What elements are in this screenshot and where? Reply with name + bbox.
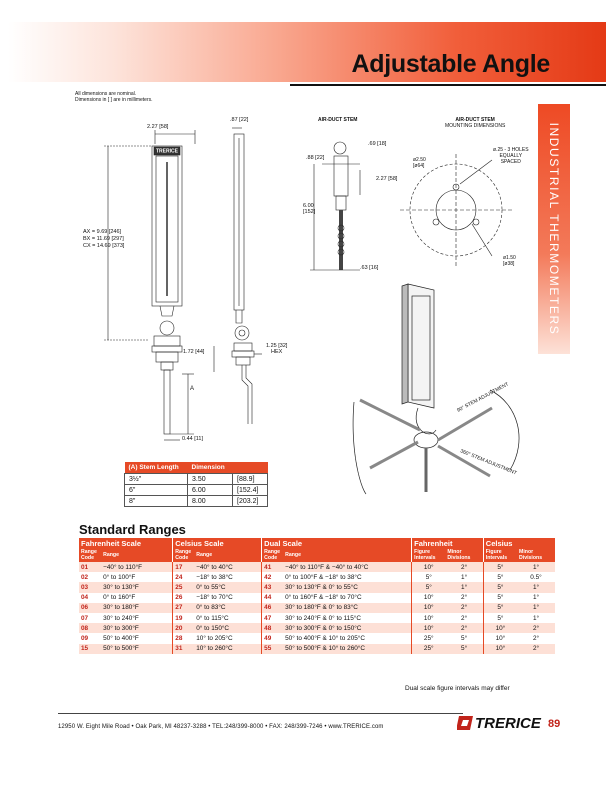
fahrenheit-code: 02	[79, 572, 101, 582]
fahrenheit-range: 30° to 130°F	[101, 582, 173, 592]
stem-dim-in: 8.00	[188, 496, 233, 507]
table-row	[125, 474, 268, 485]
table-row	[125, 496, 268, 507]
dim-cx: CX = 14.69 [373]	[83, 243, 125, 249]
celsius-code: 31	[173, 644, 194, 654]
c-minor-division: 2°	[517, 644, 555, 654]
col-range: Range	[194, 549, 261, 562]
stem-diameter-dim: 0.44 [11]	[182, 436, 203, 442]
d150-mm: [ø38]	[503, 261, 515, 267]
f-minor-division: 2°	[445, 613, 483, 623]
c-figure-interval: 10°	[483, 633, 517, 643]
dual-code: 43	[262, 582, 283, 592]
stem-a-label: A	[190, 386, 195, 392]
stem-length: 6"	[125, 485, 188, 496]
c-figure-interval: 5°	[483, 593, 517, 603]
fahrenheit-range: 30° to 300°F	[101, 623, 173, 633]
fahrenheit-range: 50° to 500°F	[101, 644, 173, 654]
title-divider	[290, 84, 606, 86]
mounting-title-2: MOUNTING DIMENSIONS	[445, 123, 506, 129]
table-row	[79, 603, 555, 613]
dual-range: 50° to 400°F & 10° to 205°C	[283, 633, 412, 643]
fahrenheit-range: 50° to 400°F	[101, 633, 173, 643]
f-minor-division: 2°	[445, 593, 483, 603]
dual-range: 0° to 160°F & −18° to 70°C	[283, 593, 412, 603]
celsius-range: −18° to 70°C	[194, 593, 261, 603]
side-hex-dim	[266, 343, 287, 355]
celsius-code: 26	[173, 593, 194, 603]
c-figure-interval: 5°	[483, 603, 517, 613]
f-figure-interval: 10°	[412, 593, 446, 603]
dim-ax: AX = 9.69 [246]	[83, 229, 122, 235]
celsius-code: 20	[173, 623, 194, 633]
air-duct-d2: .88 [22]	[306, 155, 325, 161]
note-line-2: Dimensions in [ ] are in millimeters.	[75, 97, 153, 103]
stem-dim-in: 6.00	[188, 485, 233, 496]
dual-code: 48	[262, 623, 283, 633]
celsius-range: −40° to 40°C	[194, 562, 261, 572]
d150-in: ø1.50	[503, 255, 516, 261]
fahrenheit-range: 0° to 100°F	[101, 572, 173, 582]
dual-range: 30° to 240°F & 0° to 115°C	[283, 613, 412, 623]
dual-code: 46	[262, 603, 283, 613]
col-minor-divisions: Minor Divisions	[517, 549, 555, 562]
table-row	[79, 633, 555, 643]
air-duct-d3: 2.27 [58]	[376, 176, 398, 182]
air-duct-d5: .63 [16]	[360, 265, 379, 271]
stem-adjustment-90: 90° STEM ADJUSTMENT	[456, 381, 510, 414]
celsius-code: 24	[173, 572, 194, 582]
f-figure-interval: 10°	[412, 613, 446, 623]
fahrenheit-code: 15	[79, 644, 101, 654]
dual-range: −40° to 110°F & −40° to 40°C	[283, 562, 412, 572]
fahrenheit-range: 30° to 180°F	[101, 603, 173, 613]
table-row	[125, 485, 268, 496]
dual-code: 42	[262, 572, 283, 582]
holes-line-2: EQUALLY	[499, 153, 523, 159]
col-range: Range	[101, 549, 173, 562]
f-figure-interval: 25°	[412, 633, 446, 643]
air-duct-d4-in: 6.00	[303, 203, 314, 209]
mounting-d150	[503, 255, 516, 267]
c-figure-interval: 10°	[483, 623, 517, 633]
stem-adjustment-360: 360° STEM ADJUSTMENT	[459, 448, 518, 477]
stem-length: 3½"	[125, 474, 188, 485]
mounting-title-1: AIR-DUCT STEM	[455, 117, 495, 123]
f-minor-division: 5°	[445, 644, 483, 654]
c-figure-interval: 5°	[483, 572, 517, 582]
footer-address: 12950 W. Eight Mile Road • Oak Park, MI 48237-3288 • TEL:248/399-8000 • FAX: 248/399-7246 • www.TRERICE.com	[58, 724, 384, 730]
stem-dim-in: 3.50	[188, 474, 233, 485]
fahrenheit-code: 04	[79, 593, 101, 603]
standard-ranges-table	[79, 538, 555, 654]
c-figure-interval: 5°	[483, 613, 517, 623]
celsius-range: 10° to 260°C	[194, 644, 261, 654]
table-row	[79, 623, 555, 633]
d250-in: ø2.50	[413, 157, 426, 163]
mounting-holes-note	[493, 147, 529, 165]
celsius-range: 10° to 205°C	[194, 633, 261, 643]
side-top-dim: .87 [22]	[230, 117, 249, 123]
air-duct-d1: .69 [18]	[368, 141, 387, 147]
dimension-notes	[75, 91, 153, 103]
f-minor-division: 2°	[445, 623, 483, 633]
dual-range: 30° to 180°F & 0° to 83°C	[283, 603, 412, 613]
f-figure-interval: 10°	[412, 562, 446, 572]
stem-table-header-dimension: Dimension	[188, 462, 268, 474]
mounting-d250	[413, 157, 426, 169]
side-tab-label: INDUSTRIAL THERMOMETERS	[547, 122, 561, 336]
f-minor-division: 2°	[445, 562, 483, 572]
dual-code: 47	[262, 613, 283, 623]
celsius-range: −18° to 38°C	[194, 572, 261, 582]
side-neck-dim: 1.72 [44]	[183, 349, 205, 355]
celsius-code: 19	[173, 613, 194, 623]
col-range-code: Range Code	[173, 549, 194, 562]
dual-scale-note: Dual scale figure intervals may differ	[405, 685, 510, 692]
c-minor-division: 1°	[517, 562, 555, 572]
table-row	[79, 572, 555, 582]
group-fahrenheit-scale: Fahrenheit Scale	[79, 538, 173, 549]
footer-divider	[58, 713, 463, 714]
mounting-title	[445, 117, 505, 129]
hex-size: 1.25 [32]	[266, 343, 288, 349]
hex-label: HEX	[271, 349, 283, 355]
celsius-code: 27	[173, 603, 194, 613]
celsius-code: 28	[173, 633, 194, 643]
group-celsius-scale: Celsius Scale	[173, 538, 262, 549]
f-figure-interval: 10°	[412, 623, 446, 633]
celsius-code: 25	[173, 582, 194, 592]
side-view-drawing	[196, 118, 296, 438]
c-minor-division: 1°	[517, 593, 555, 603]
fahrenheit-range: 0° to 160°F	[101, 593, 173, 603]
stem-table-header-length: (A) Stem Length	[125, 462, 188, 474]
dual-range: 30° to 130°F & 0° to 55°C	[283, 582, 412, 592]
table-row	[79, 582, 555, 592]
col-minor-divisions: Minor Divisions	[445, 549, 483, 562]
c-figure-interval: 5°	[483, 582, 517, 592]
fahrenheit-code: 07	[79, 613, 101, 623]
stem-dim-mm: [152.4]	[233, 485, 268, 496]
group-dual-scale: Dual Scale	[262, 538, 412, 549]
table-row	[79, 644, 555, 654]
col-range-code: Range Code	[79, 549, 101, 562]
fahrenheit-code: 01	[79, 562, 101, 572]
page-number: 89	[548, 718, 561, 730]
logo-text: TRERICE	[475, 715, 541, 732]
air-duct-d4	[303, 203, 315, 215]
fahrenheit-code: 06	[79, 603, 101, 613]
f-minor-division: 1°	[445, 572, 483, 582]
table-row	[79, 593, 555, 603]
table-row	[79, 613, 555, 623]
c-minor-division: 1°	[517, 613, 555, 623]
group-fahrenheit: Fahrenheit	[412, 538, 484, 549]
trerice-logo	[457, 712, 547, 734]
f-minor-division: 5°	[445, 633, 483, 643]
f-figure-interval: 5°	[412, 582, 446, 592]
stem-length: 8"	[125, 496, 188, 507]
c-minor-division: 0.5°	[517, 572, 555, 582]
front-width-dim: 2.27 [58]	[147, 124, 169, 130]
fahrenheit-code: 08	[79, 623, 101, 633]
c-figure-interval: 5°	[483, 562, 517, 572]
col-range-code: Range Code	[262, 549, 283, 562]
air-duct-d4-mm: [152]	[303, 209, 316, 215]
dual-range: 30° to 300°F & 0° to 150°C	[283, 623, 412, 633]
f-minor-division: 2°	[445, 603, 483, 613]
d250-mm: [ø64]	[413, 163, 425, 169]
f-figure-interval: 5°	[412, 572, 446, 582]
dual-code: 55	[262, 644, 283, 654]
f-minor-division: 1°	[445, 582, 483, 592]
adjustment-illustration	[340, 280, 540, 510]
side-tab	[538, 104, 570, 354]
celsius-range: 0° to 150°C	[194, 623, 261, 633]
dual-code: 41	[262, 562, 283, 572]
fahrenheit-range: 30° to 240°F	[101, 613, 173, 623]
fahrenheit-code: 09	[79, 633, 101, 643]
c-minor-division: 2°	[517, 633, 555, 643]
front-heights	[83, 229, 124, 250]
air-duct-title: AIR-DUCT STEM	[318, 117, 358, 123]
page-title: Adjustable Angle	[351, 50, 550, 78]
table-row	[79, 562, 555, 572]
group-celsius: Celsius	[483, 538, 555, 549]
c-minor-division: 1°	[517, 582, 555, 592]
f-figure-interval: 25°	[412, 644, 446, 654]
col-figure-intervals: Figure Intervals	[412, 549, 446, 562]
celsius-range: 0° to 83°C	[194, 603, 261, 613]
f-figure-interval: 10°	[412, 603, 446, 613]
dual-code: 49	[262, 633, 283, 643]
stem-length-table	[124, 462, 268, 507]
celsius-range: 0° to 55°C	[194, 582, 261, 592]
stem-dim-mm: [203.2]	[233, 496, 268, 507]
stem-dim-mm: [88.9]	[233, 474, 268, 485]
holes-line-3: SPACED	[500, 159, 521, 165]
front-brand: TRERICE	[156, 148, 178, 155]
holes-line-1: ø.25 - 3 HOLES	[493, 147, 529, 153]
dual-range: 0° to 100°F & −18° to 38°C	[283, 572, 412, 582]
celsius-code: 17	[173, 562, 194, 572]
fahrenheit-range: −40° to 110°F	[101, 562, 173, 572]
dual-range: 50° to 500°F & 10° to 260°C	[283, 644, 412, 654]
c-minor-division: 2°	[517, 623, 555, 633]
note-line-1: All dimensions are nominal.	[75, 91, 137, 97]
dim-bx: BX = 11.69 [297]	[83, 236, 124, 242]
dual-code: 44	[262, 593, 283, 603]
c-figure-interval: 10°	[483, 644, 517, 654]
ranges-title: Standard Ranges	[79, 522, 186, 537]
col-range: Range	[283, 549, 412, 562]
fahrenheit-code: 03	[79, 582, 101, 592]
celsius-range: 0° to 115°C	[194, 613, 261, 623]
c-minor-division: 1°	[517, 603, 555, 613]
col-figure-intervals: Figure Intervals	[483, 549, 517, 562]
